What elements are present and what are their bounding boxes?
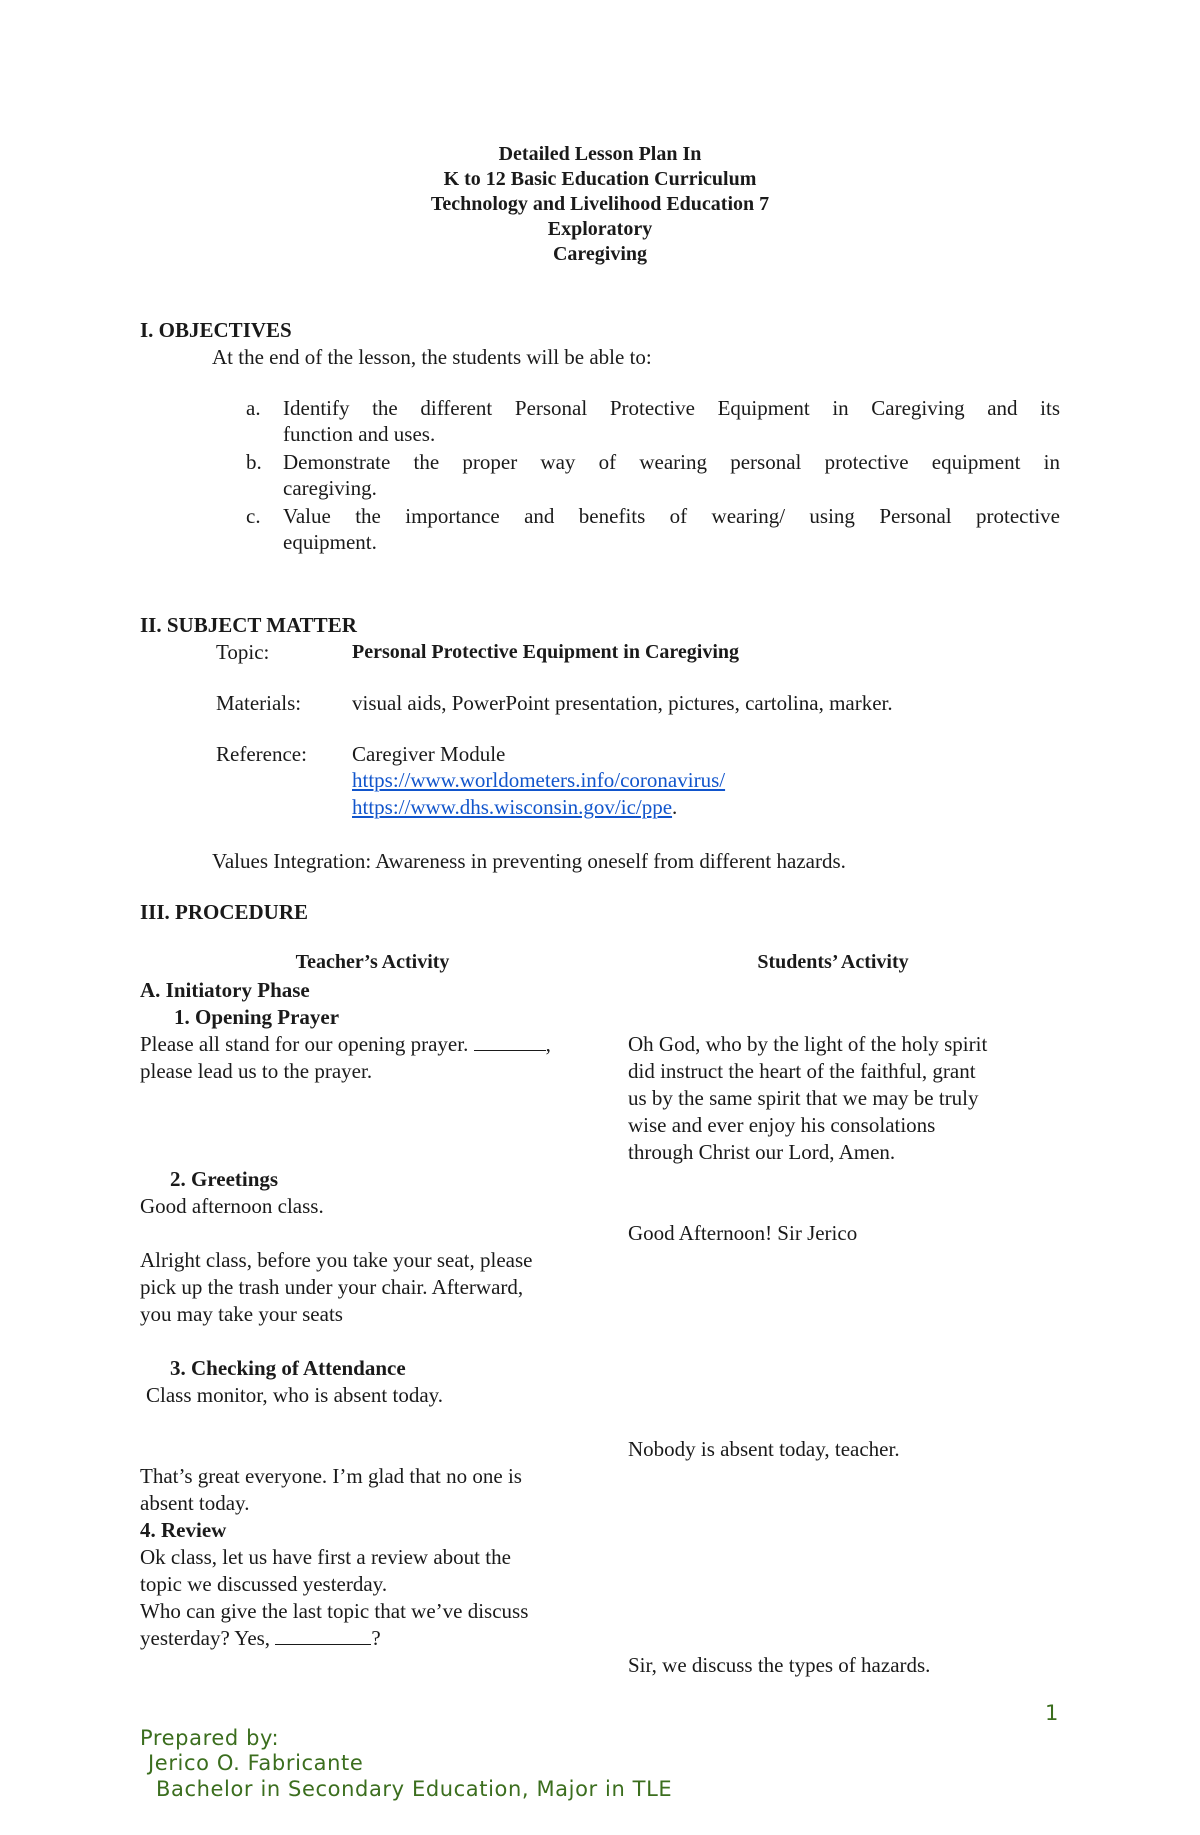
materials-label: Materials: [216, 691, 302, 715]
students-activity-header: Students’ Activity [757, 951, 909, 973]
greetings-teacher-line4: you may take your seats [140, 1302, 343, 1326]
reference-link-worldometers[interactable]: https://www.worldometers.info/coronavirus/ [352, 768, 726, 792]
objective-c-marker: c. [246, 504, 261, 528]
reference-link-dhs[interactable]: https://www.dhs.wisconsin.gov/ic/ppe [352, 795, 673, 819]
header-line-1: Detailed Lesson Plan In [498, 143, 702, 165]
objective-b-line1: Demonstrate the proper way of wearing personal protective equipment in [283, 450, 1060, 474]
attendance-teacher-line2: That’s great everyone. I’m glad that no one is [140, 1464, 522, 1488]
opening-prayer-title: 1. Opening Prayer [174, 1005, 340, 1029]
reference-value: Caregiver Module [352, 742, 506, 766]
objective-c-line2: equipment. [283, 530, 377, 554]
review-title: 4. Review [140, 1518, 227, 1542]
review-teacher-text: yesterday? Yes, [140, 1626, 271, 1650]
attendance-teacher-line1: Class monitor, who is absent today. [146, 1383, 444, 1407]
greetings-title: 2. Greetings [170, 1167, 279, 1191]
review-teacher-line4 [140, 1626, 381, 1651]
objectives-intro: At the end of the lesson, the students will be able to: [212, 345, 652, 369]
prayer-line-5: through Christ our Lord, Amen. [628, 1140, 896, 1164]
greetings-student-line1: Good Afternoon! Sir Jerico [628, 1221, 858, 1245]
procedure-heading: III. PROCEDURE [140, 900, 309, 924]
topic-value: Personal Protective Equipment in Caregiving [352, 641, 740, 663]
header-line-3: Technology and Livelihood Education 7 [430, 193, 770, 215]
reference-label: Reference: [216, 742, 307, 766]
objective-a-line1: Identify the different Personal Protective Equipment in Caregiving and its [283, 396, 1060, 420]
objectives-heading: I. OBJECTIVES [140, 318, 292, 342]
prayer-line-2: did instruct the heart of the faithful, grant [628, 1059, 976, 1083]
attendance-teacher-line3: absent today. [140, 1491, 250, 1515]
review-teacher-line1: Ok class, let us have first a review about the [140, 1545, 511, 1569]
reference-link-dhs-wrapper [352, 795, 677, 820]
page-number: 1 [1045, 1701, 1059, 1725]
teacher-activity-header: Teacher’s Activity [295, 951, 450, 973]
footer-name: Jerico O. Fabricante [148, 1751, 364, 1775]
reference-link-dhs-suffix: . [672, 795, 678, 819]
prayer-line-3: us by the same spirit that we may be truly [628, 1086, 979, 1110]
student-name-blank [474, 1032, 546, 1051]
opening-prayer-teacher-line1 [140, 1032, 551, 1057]
review-teacher-question-mark: ? [371, 1626, 381, 1650]
objective-a-line2: function and uses. [283, 422, 436, 446]
greetings-teacher-line3: pick up the trash under your chair. Afterward, [140, 1275, 524, 1299]
objective-b-line2: caregiving. [283, 476, 377, 500]
footer-degree: Bachelor in Secondary Education, Major in TLE [156, 1777, 673, 1801]
greetings-teacher-line1: Good afternoon class. [140, 1194, 324, 1218]
opening-prayer-teacher-line2: please lead us to the prayer. [140, 1059, 373, 1083]
footer-prepared-by: Prepared by: [140, 1726, 280, 1750]
attendance-student-line1: Nobody is absent today, teacher. [628, 1437, 900, 1461]
greetings-teacher-line2: Alright class, before you take your seat, please [140, 1248, 533, 1272]
review-teacher-line3: Who can give the last topic that we’ve discuss [140, 1599, 529, 1623]
prayer-line-1: Oh God, who by the light of the holy spirit [628, 1032, 988, 1056]
prayer-line-4: wise and ever enjoy his consolations [628, 1113, 936, 1137]
topic-label: Topic: [216, 640, 270, 664]
objective-c-line1: Value the importance and benefits of wearing/ using Personal protective [283, 504, 1060, 528]
review-student-line: Sir, we discuss the types of hazards. [628, 1653, 931, 1677]
opening-prayer-teacher-comma: , [545, 1032, 551, 1056]
objective-a-marker: a. [246, 396, 261, 420]
subject-matter-heading: II. SUBJECT MATTER [140, 613, 357, 637]
header-line-4: Exploratory [547, 218, 653, 240]
student-name-blank-2 [275, 1626, 371, 1645]
review-teacher-line2: topic we discussed yesterday. [140, 1572, 388, 1596]
header-line-5: Caregiving [552, 243, 648, 265]
initiatory-phase-title: A. Initiatory Phase [140, 978, 310, 1002]
materials-value: visual aids, PowerPoint presentation, pictures, cartolina, marker. [352, 691, 893, 715]
values-integration: Values Integration: Awareness in preventing oneself from different hazards. [212, 849, 846, 873]
attendance-title: 3. Checking of Attendance [170, 1356, 406, 1380]
header-line-2: K to 12 Basic Education Curriculum [443, 168, 757, 190]
objective-b-marker: b. [246, 450, 262, 474]
opening-prayer-teacher-text: Please all stand for our opening prayer. [140, 1032, 469, 1056]
